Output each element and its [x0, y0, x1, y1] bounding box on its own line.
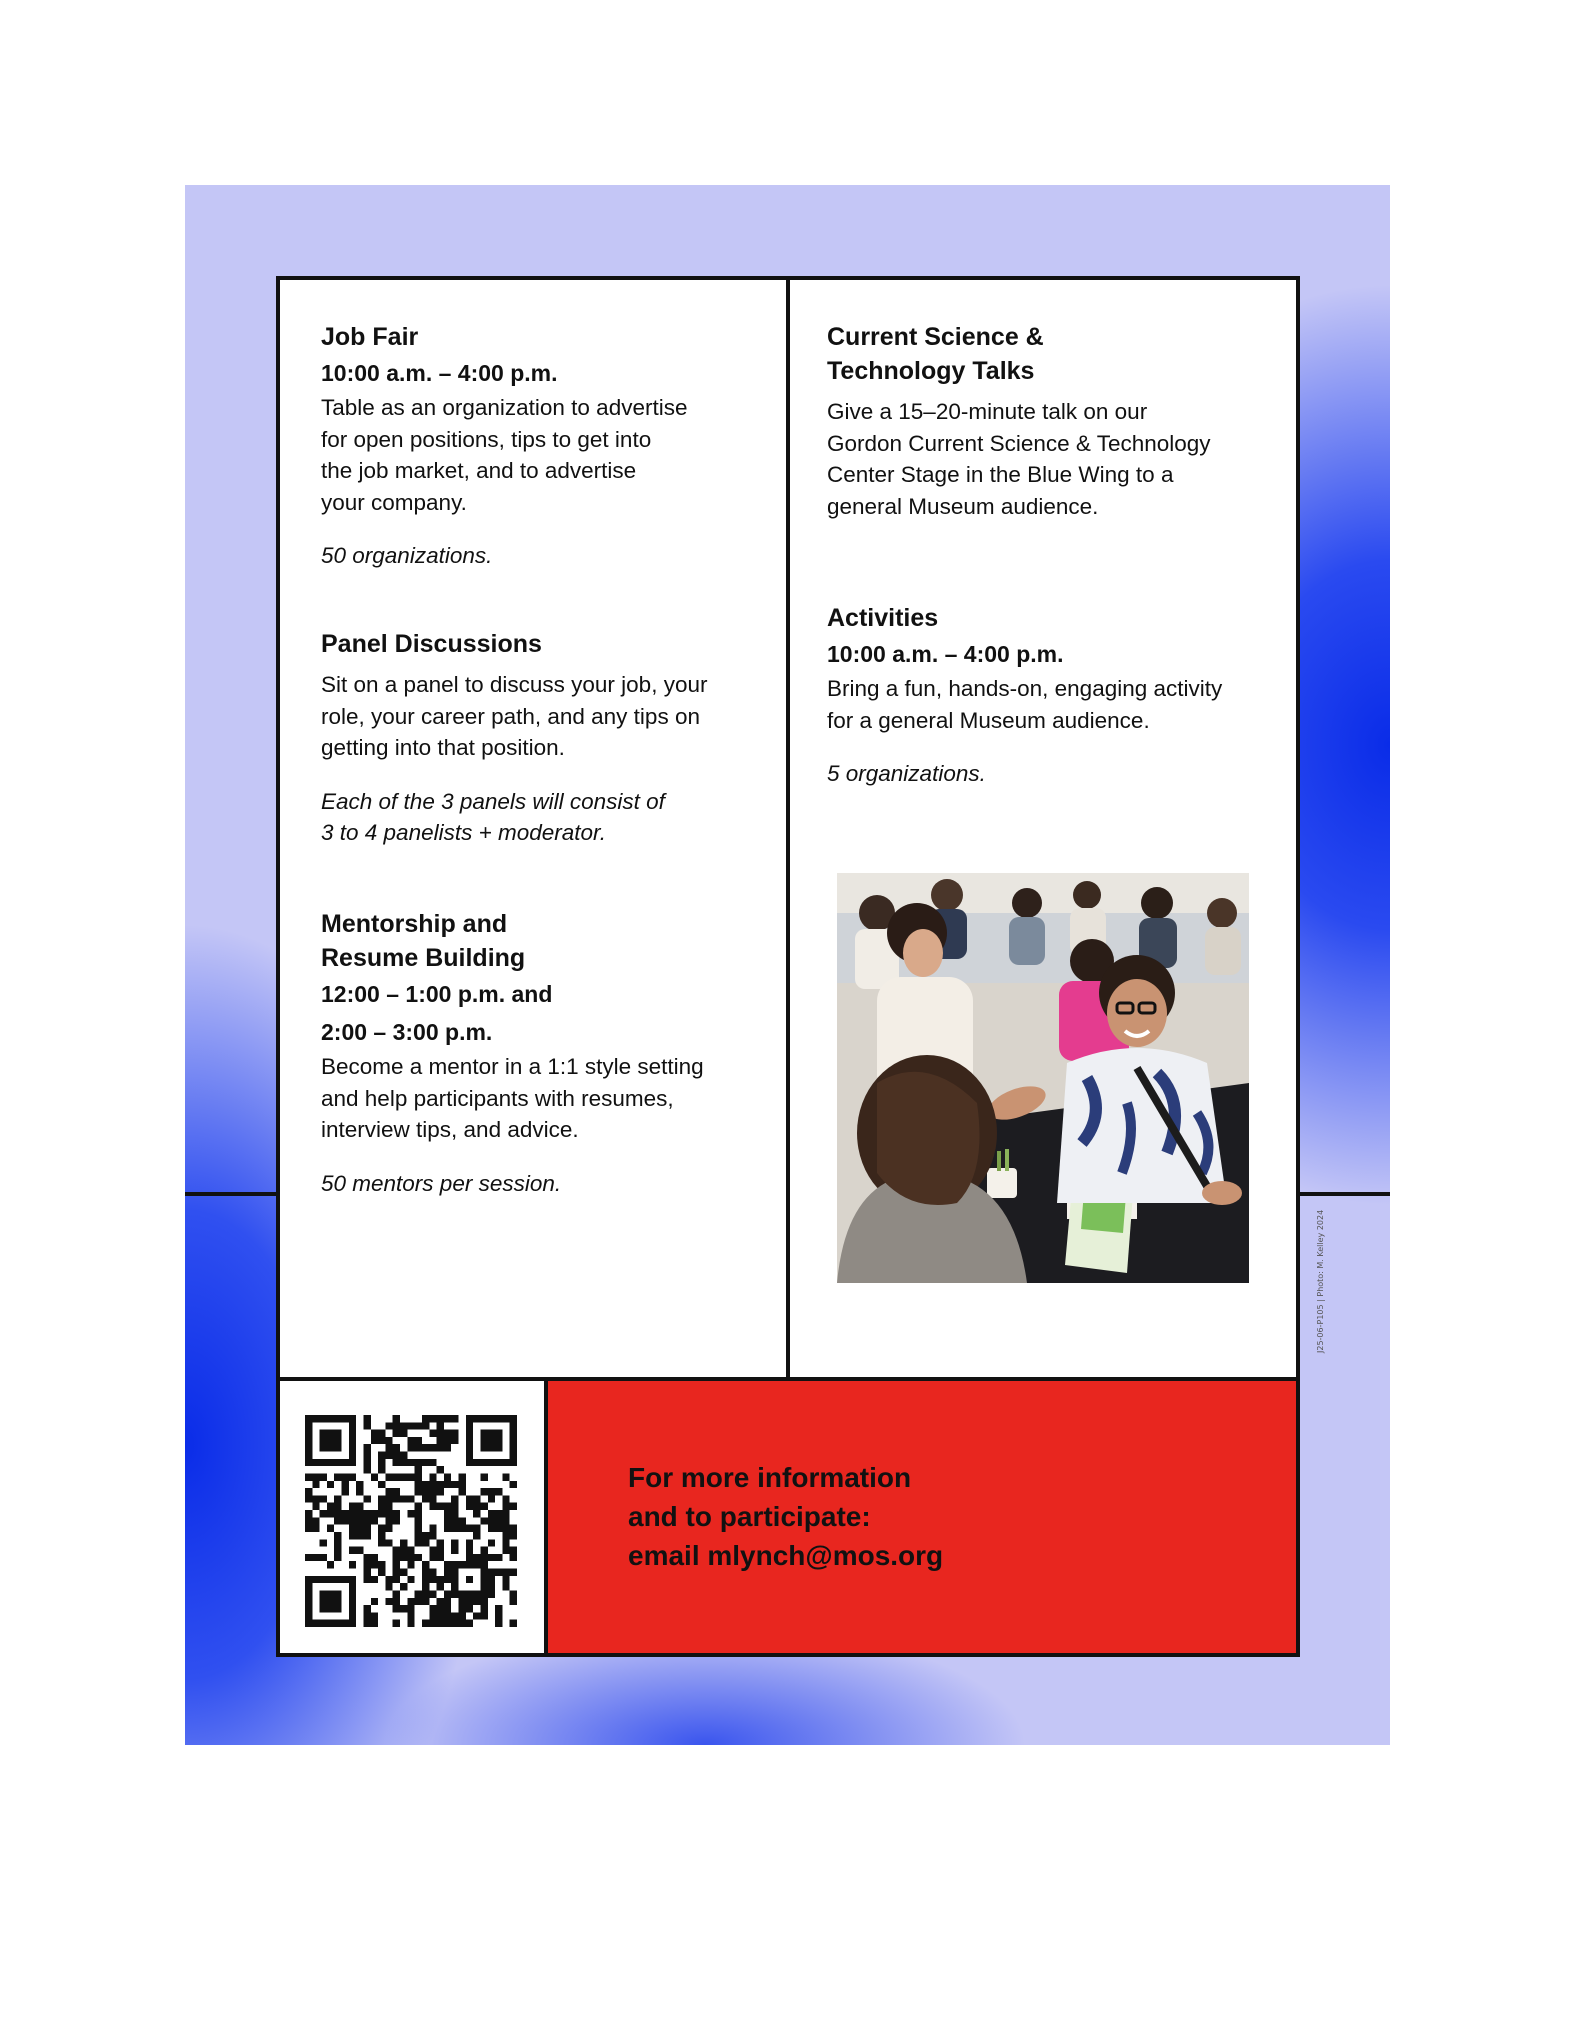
activities-desc-line: Bring a fun, hands-on, engaging activity [827, 676, 1223, 701]
talks-desc-line: Give a 15–20-minute talk on our [827, 399, 1148, 424]
panel-note-line: 3 to 4 panelists + moderator. [321, 820, 606, 845]
mentorship-title-line: Resume Building [321, 944, 526, 972]
job-fair-desc-line: your company. [321, 489, 467, 515]
job-fair-section [321, 320, 761, 572]
panel-desc-line: getting into that position. [321, 735, 565, 760]
activities-section [827, 601, 1267, 790]
talks-title-line: Current Science & [827, 323, 1044, 351]
job-fair-desc-line: for open positions, tips to get into [321, 426, 652, 452]
cta-line: and to participate: [628, 1501, 871, 1532]
event-photo [837, 873, 1249, 1283]
mentorship-time-line: 12:00 – 1:00 p.m. and [321, 981, 553, 1007]
activities-note: 5 organizations. [827, 761, 986, 786]
activities-time: 10:00 a.m. – 4:00 p.m. [827, 641, 1064, 667]
talks-title-line: Technology Talks [827, 357, 1035, 385]
contact-info [628, 1458, 1068, 1575]
panel-note-line: Each of the 3 panels will consist of [321, 788, 665, 814]
job-fair-desc-line: Table as an organization to advertise [321, 395, 688, 420]
job-fair-note: 50 organizations. [321, 543, 493, 568]
talks-desc-line: Center Stage in the Blue Wing to a [827, 462, 1174, 487]
job-fair-title: Job Fair [321, 323, 419, 351]
talks-desc-line: Gordon Current Science & Technology [827, 430, 1211, 456]
talks-section [827, 320, 1267, 522]
panel-discussions-section [321, 627, 761, 849]
panel-desc-line: role, your career path, and any tips on [321, 703, 700, 729]
activities-title: Activities [827, 604, 939, 632]
mentorship-desc-line: interview tips, and advice. [321, 1117, 579, 1142]
mentorship-title-line: Mentorship and [321, 910, 508, 938]
mentorship-note: 50 mentors per session. [321, 1170, 562, 1196]
activities-desc-line: for a general Museum audience. [827, 707, 1150, 733]
mentorship-time-line: 2:00 – 3:00 p.m. [321, 1019, 493, 1045]
cta-email[interactable]: email mlynch@mos.org [628, 1540, 944, 1571]
qr-code-icon[interactable] [305, 1415, 517, 1627]
panel-discussions-title: Panel Discussions [321, 630, 542, 658]
talks-desc-line: general Museum audience. [827, 493, 1099, 519]
mentorship-section [321, 907, 761, 1199]
mentorship-desc-line: and help participants with resumes, [321, 1085, 674, 1111]
cta-line: For more information [628, 1462, 912, 1493]
job-fair-time: 10:00 a.m. – 4:00 p.m. [321, 360, 558, 386]
job-fair-desc-line: the job market, and to advertise [321, 458, 637, 483]
side-credit: J25-06-P105 | Photo: M. Kelley 2024 [1316, 1209, 1325, 1353]
panel-desc-line: Sit on a panel to discuss your job, your [321, 672, 708, 697]
mentorship-desc-line: Become a mentor in a 1:1 style setting [321, 1054, 704, 1079]
